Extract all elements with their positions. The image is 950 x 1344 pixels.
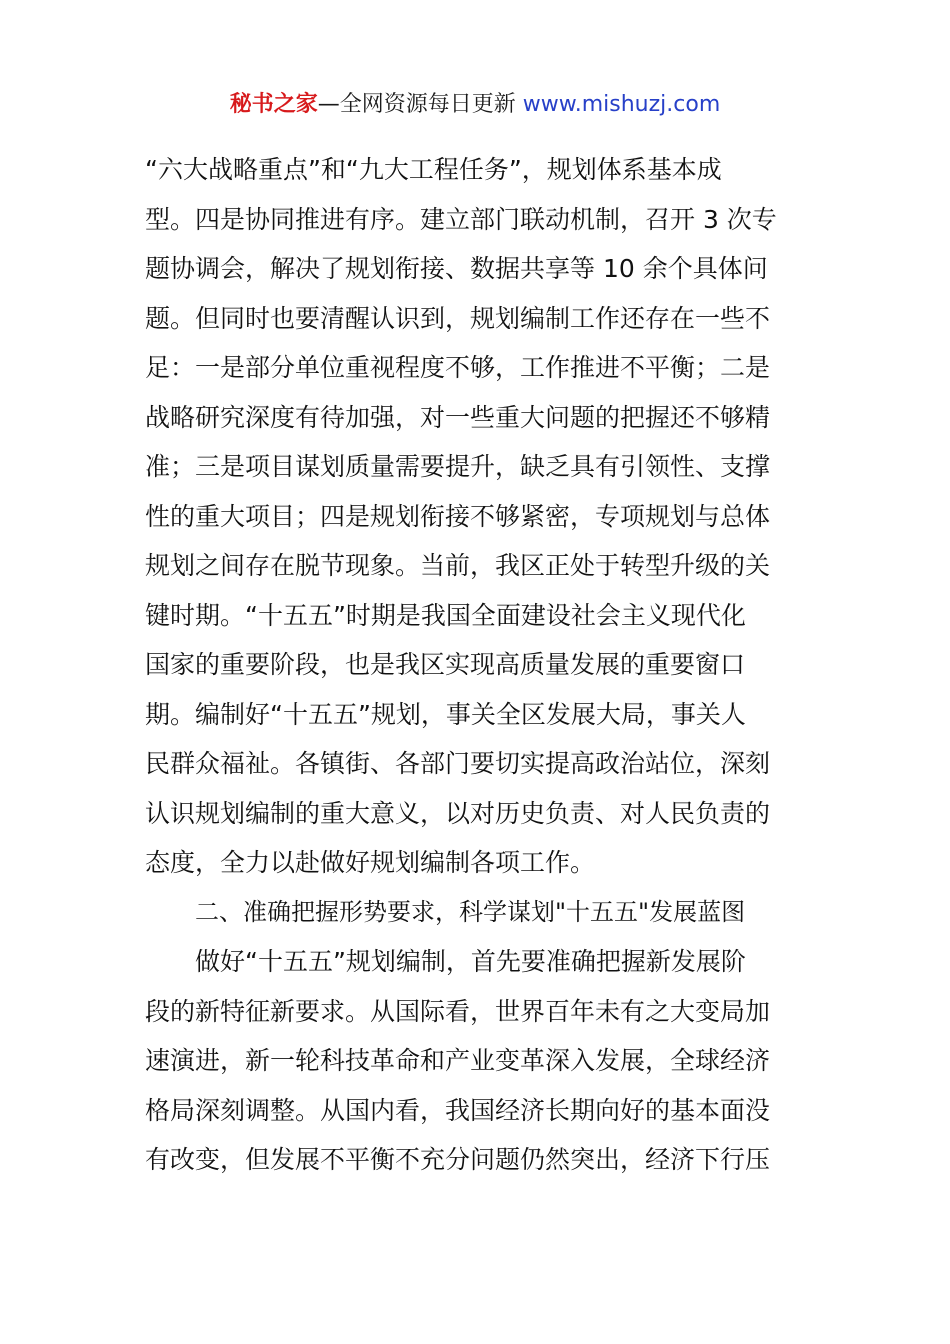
text-line: 态度，全力以赴做好规划编制各项工作。	[145, 848, 596, 877]
text-line: “六大战略重点”和“九大工程任务”，规划体系基本成	[145, 155, 722, 184]
text-line: 国家的重要阶段，也是我区实现高质量发展的重要窗口	[145, 650, 746, 679]
text-line: 足：一是部分单位重视程度不够，工作推进不平衡；二是	[145, 353, 771, 382]
text-line: 民群众福祉。各镇街、各部门要切实提高政治站位，深刻	[145, 749, 771, 778]
text-line: 有改变，但发展不平衡不充分问题仍然突出，经济下行压	[145, 1145, 771, 1174]
text-line: 题。但同时也要清醒认识到，规划编制工作还存在一些不	[145, 303, 771, 333]
section-heading: 二、准确把握形势要求，科学谋划"十五五"发展蓝图	[195, 897, 746, 926]
text-line: 型。四是协同推进有序。建立部门联动机制，召开 3 次专	[145, 204, 777, 234]
text-line: 速演进，新一轮科技革命和产业变革深入发展，全球经济	[145, 1046, 771, 1075]
header-tagline: —全网资源每日更新	[317, 92, 516, 117]
page-header	[0, 88, 950, 122]
text-line: 题协调会，解决了规划衔接、数据共享等 10 余个具体问	[145, 254, 768, 283]
header-site-url: www.mishuzj.com	[522, 92, 721, 117]
text-line: 认识规划编制的重大意义，以对历史负责、对人民负责的	[145, 798, 771, 828]
text-line: 战略研究深度有待加强，对一些重大问题的把握还不够精	[145, 402, 771, 432]
text-line: 做好“十五五”规划编制，首先要准确把握新发展阶	[195, 947, 746, 976]
text-line: 期。编制好“十五五”规划，事关全区发展大局，事关人	[145, 699, 746, 729]
document-body	[145, 145, 807, 1185]
text-line: 段的新特征新要求。从国际看，世界百年未有之大变局加	[145, 996, 771, 1026]
text-line: 准；三是项目谋划质量需要提升，缺乏具有引领性、支撑	[145, 452, 771, 481]
header-brand: 秘书之家	[229, 92, 318, 117]
text-line: 性的重大项目；四是规划衔接不够紧密，专项规划与总体	[145, 501, 771, 531]
text-line: 键时期。“十五五”时期是我国全面建设社会主义现代化	[145, 600, 746, 630]
text-line: 规划之间存在脱节现象。当前，我区正处于转型升级的关	[145, 551, 771, 580]
text-line: 格局深刻调整。从国内看，我国经济长期向好的基本面没	[145, 1095, 771, 1125]
